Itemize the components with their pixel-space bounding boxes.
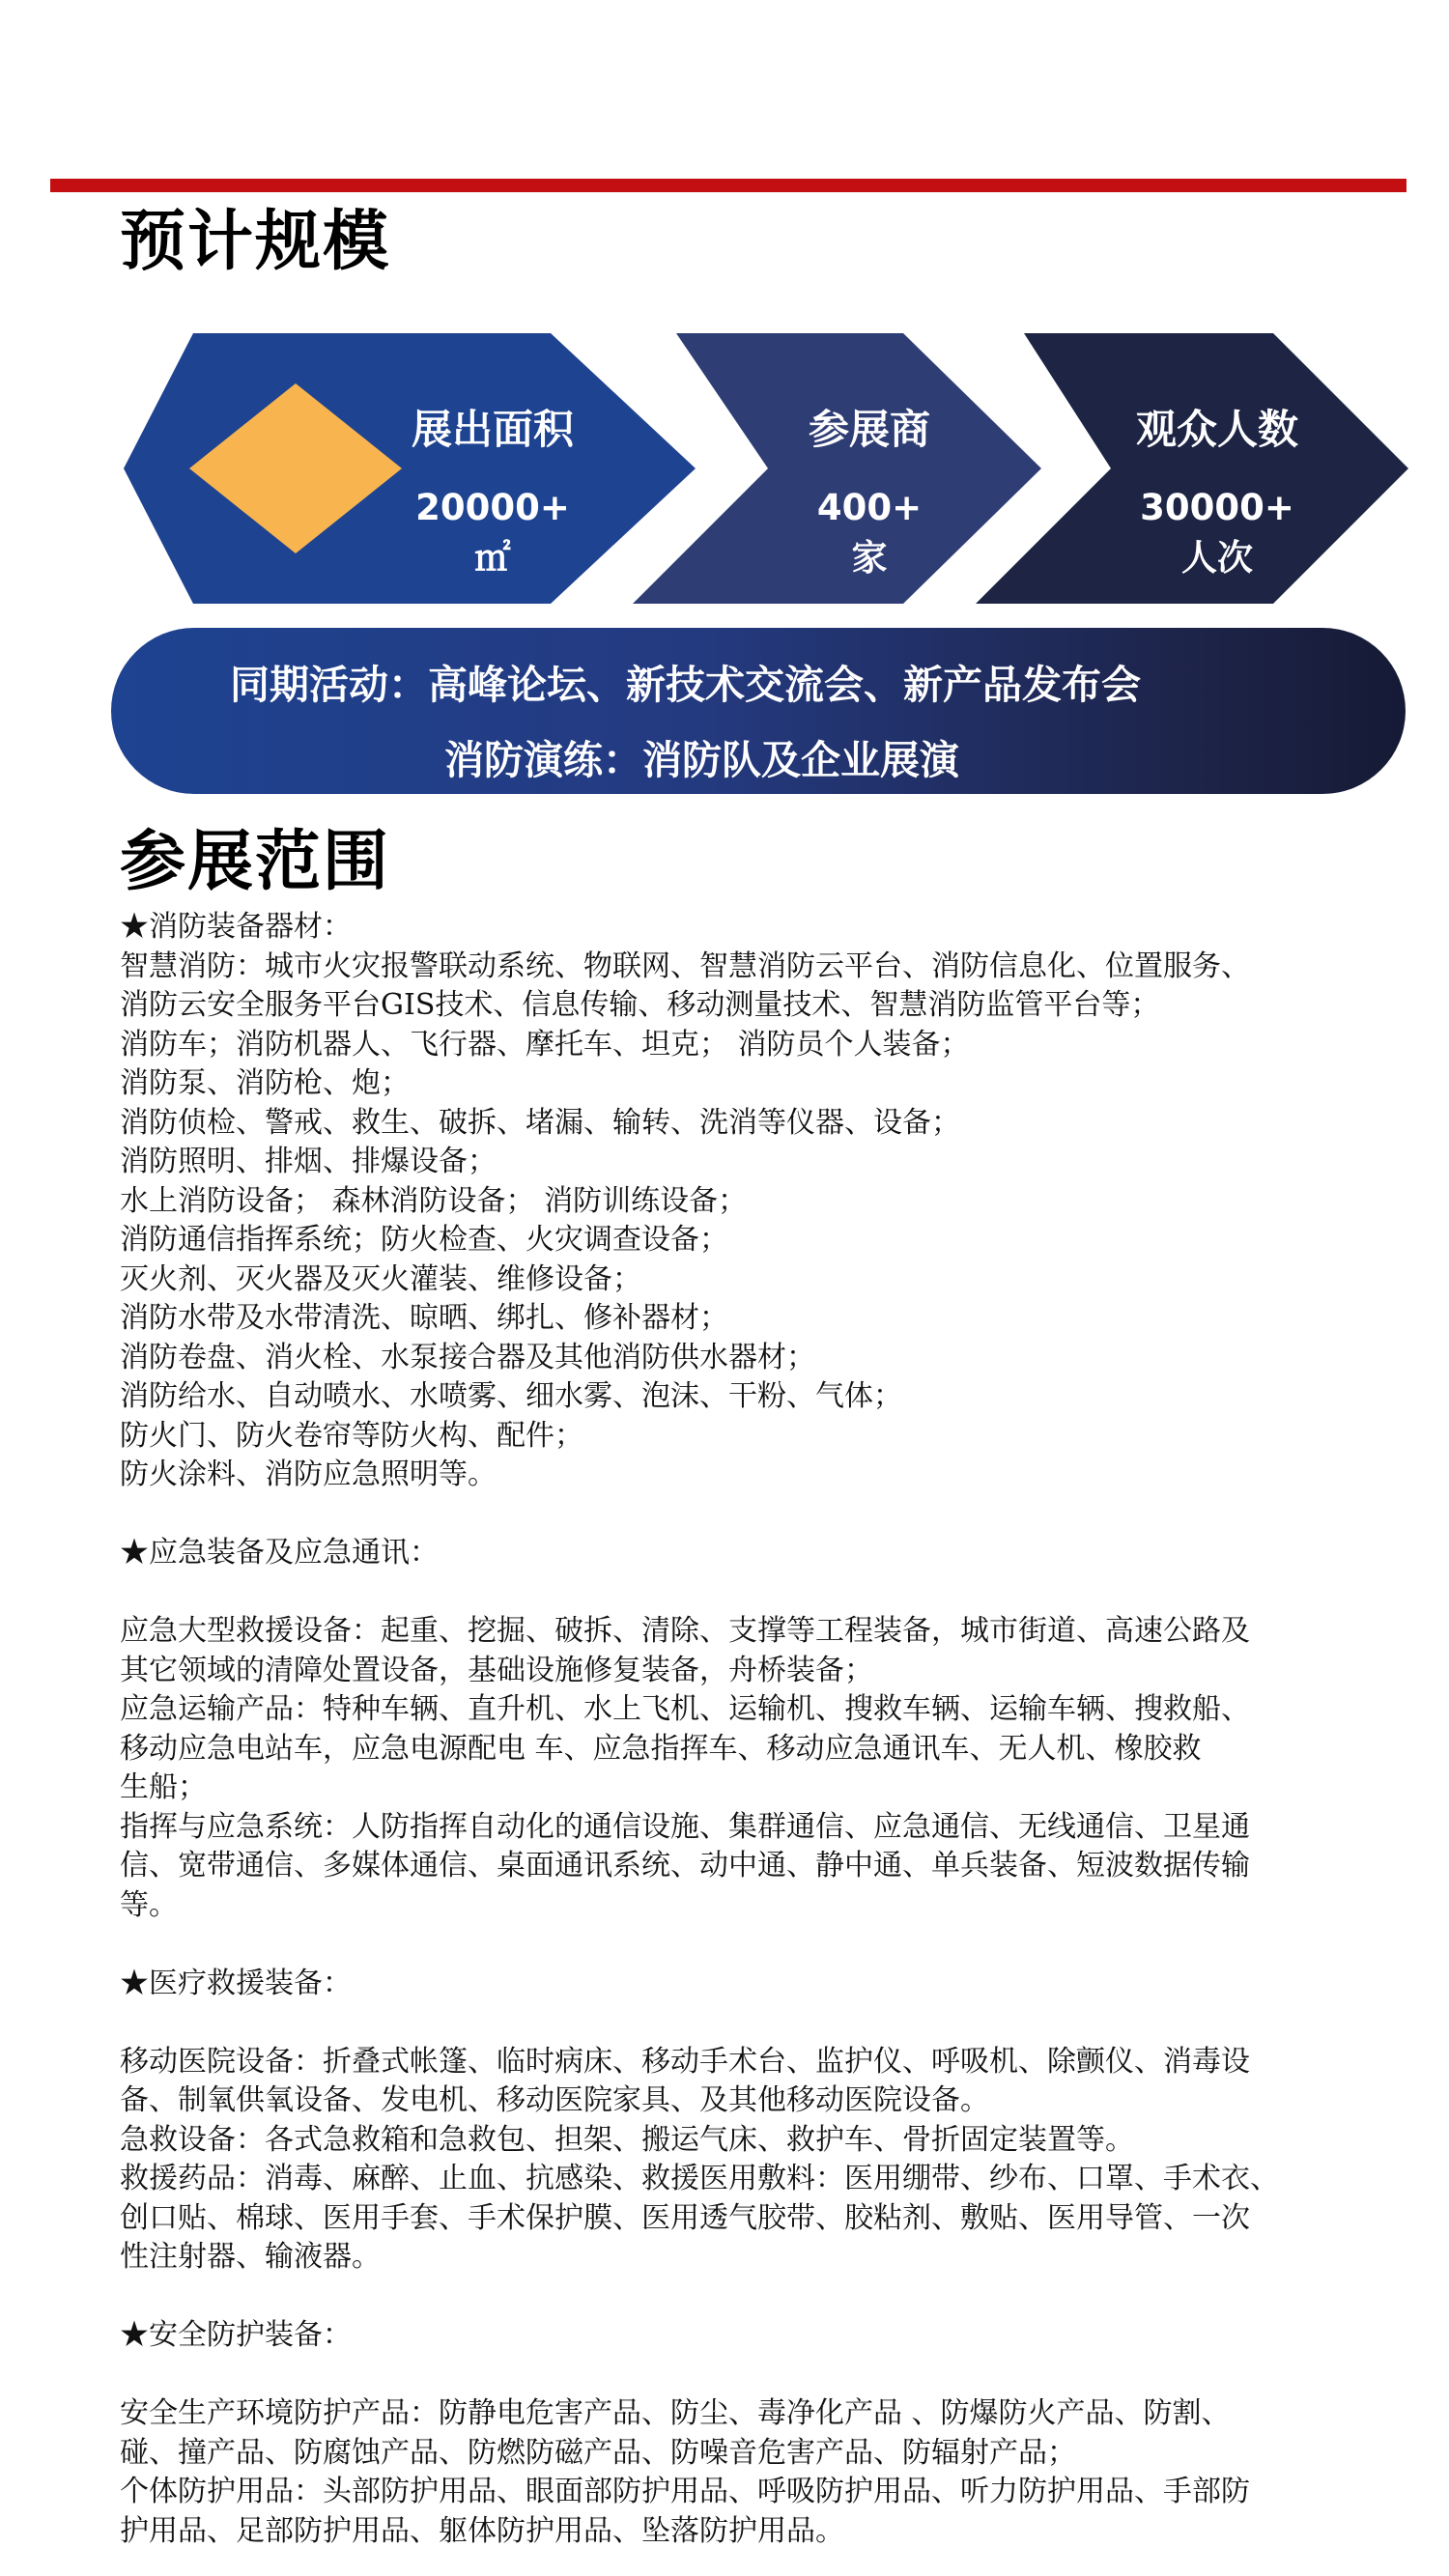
activity-line-drills: 消防演练：消防队及企业展演	[444, 737, 959, 783]
scope-text-line: 消防云安全服务平台GIS技术、信息传输、移动测量技术、智慧消防监管平台等；	[120, 988, 1160, 1022]
scope-text-line: 其它领域的清障处置设备，基础设施修复装备，舟桥装备；	[120, 1653, 873, 1687]
scope-text-line: 创口贴、棉球、医用手套、手术保护膜、医用透气胶带、胶粘剂、敷贴、医用导管、一次	[120, 2200, 1250, 2235]
scope-text-line: 信、宽带通信、多媒体通信、桌面通讯系统、动中通、静中通、单兵装备、短波数据传输	[120, 1849, 1250, 1882]
scope-text-line: 智慧消防：城市火灾报警联动系统、物联网、智慧消防云平台、消防信息化、位置服务、	[120, 948, 1250, 983]
scope-category-heading: ★安全防护装备：	[120, 2318, 352, 2352]
concurrent-activities-banner	[111, 628, 1406, 794]
scale-item-unit: 人次	[1181, 537, 1253, 579]
scope-text-line: 灭火剂、灭火器及灭火灌装、维修设备；	[120, 1261, 641, 1296]
scale-item-unit: 家	[851, 537, 888, 579]
scope-text-line: 水上消防设备； 森林消防设备； 消防训练设备；	[120, 1183, 748, 1218]
scope-text-line: 防火门、防火卷帘等防火构、配件；	[120, 1418, 583, 1453]
scope-text-line: 移动医院设备：折叠式帐篷、临时病床、移动手术台、监护仪、呼吸机、除颤仪、消毒设	[120, 2044, 1250, 2079]
scope-category-heading: ★应急装备及应急通讯：	[120, 1536, 439, 1570]
scope-text-line: 应急运输产品：特种车辆、直升机、水上飞机、运输机、搜救车辆、运输车辆、搜救船、	[120, 1692, 1250, 1726]
scope-text-line: 防火涂料、消防应急照明等。	[120, 1458, 497, 1491]
scope-text-line: 应急大型救援设备：起重、挖掘、破拆、清除、支撑等工程装备，城市街道、高速公路及	[120, 1614, 1250, 1648]
scope-text-line: 移动应急电站车，应急电源配电 车、应急指挥车、移动应急通讯车、无人机、橡胶救	[120, 1731, 1202, 1766]
scope-text-line: 性注射器、输液器。	[120, 2240, 381, 2274]
scale-item-title: 参展商	[808, 406, 930, 453]
exhibit-scope-list	[120, 908, 1405, 2551]
blank-line	[120, 2356, 1405, 2395]
section-title-scale: 预计规模	[120, 204, 391, 280]
scope-text-line: 消防车；消防机器人、飞行器、摩托车、坦克； 消防员个人装备；	[120, 1027, 970, 1062]
scope-category-heading: ★医疗救援装备：	[120, 1966, 352, 2000]
scope-text-line: 消防照明、排烟、排爆设备；	[120, 1145, 497, 1178]
scale-item-title: 展出面积	[411, 406, 574, 453]
section-title-scope: 参展范围	[120, 824, 391, 900]
scale-chevron-banner	[0, 328, 1449, 609]
scale-item-title: 观众人数	[1135, 406, 1298, 453]
scope-text-line: 安全生产环境防护产品：防静电危害产品、防尘、毒净化产品 、防爆防火产品、防割、	[120, 2396, 1231, 2430]
blank-line	[120, 1495, 1405, 1535]
scope-text-line: 碰、撞产品、防腐蚀产品、防燃防磁产品、防噪音危害产品、防辐射产品；	[120, 2435, 1076, 2470]
scale-item-value: 20000+	[415, 487, 570, 528]
scope-category-heading: ★消防装备器材：	[120, 910, 352, 944]
blank-line	[120, 1925, 1405, 1965]
scope-text-line: 消防水带及水带清洗、晾晒、绑扎、修补器材；	[120, 1301, 728, 1335]
scope-text-line: 指挥与应急系统：人防指挥自动化的通信设施、集群通信、应急通信、无线通信、卫星通	[120, 1809, 1250, 1844]
scale-item-value: 400+	[816, 487, 923, 528]
scale-item-value: 30000+	[1140, 487, 1294, 528]
scope-text-line: 消防侦检、警戒、救生、破拆、堵漏、输转、洗消等仪器、设备；	[120, 1105, 960, 1140]
scope-text-line: 护用品、足部防护用品、躯体防护用品、坠落防护用品。	[120, 2513, 844, 2548]
scope-text-line: 生船；	[120, 1770, 207, 1804]
scale-item-exhibitors	[758, 398, 980, 583]
scale-item-unit: ㎡	[474, 537, 511, 579]
scale-item-area	[382, 398, 604, 583]
scope-text-line: 等。	[120, 1887, 178, 1922]
scope-text-line: 急救设备：各式急救箱和急救包、担架、搬运气床、救护车、骨折固定装置等。	[120, 2122, 1134, 2157]
scope-text-line: 消防卷盘、消火栓、水泵接合器及其他消防供水器材；	[120, 1340, 815, 1374]
activity-line-forums: 同期活动：高峰论坛、新技术交流会、新产品发布会	[230, 662, 1141, 708]
scale-item-visitors	[1092, 398, 1343, 583]
scope-text-line: 消防给水、自动喷水、水喷雾、细水雾、泡沫、干粉、气体；	[120, 1379, 902, 1413]
scope-text-line: 个体防护用品：头部防护用品、眼面部防护用品、呼吸防护用品、听力防护用品、手部防	[120, 2475, 1250, 2508]
scope-text-line: 消防通信指挥系统；防火检查、火灾调查设备；	[120, 1223, 728, 1257]
scope-text-line: 备、制氧供氧设备、发电机、移动医院家具、及其他移动医院设备。	[120, 2083, 989, 2117]
blank-line	[120, 1573, 1405, 1613]
scope-text-line: 消防泵、消防枪、炮；	[120, 1066, 410, 1100]
blank-line	[120, 2278, 1405, 2317]
blank-line	[120, 2003, 1405, 2043]
scope-text-line: 救援药品：消毒、麻醉、止血、抗感染、救援医用敷料：医用绷带、纱布、口罩、手术衣、	[120, 2162, 1279, 2195]
